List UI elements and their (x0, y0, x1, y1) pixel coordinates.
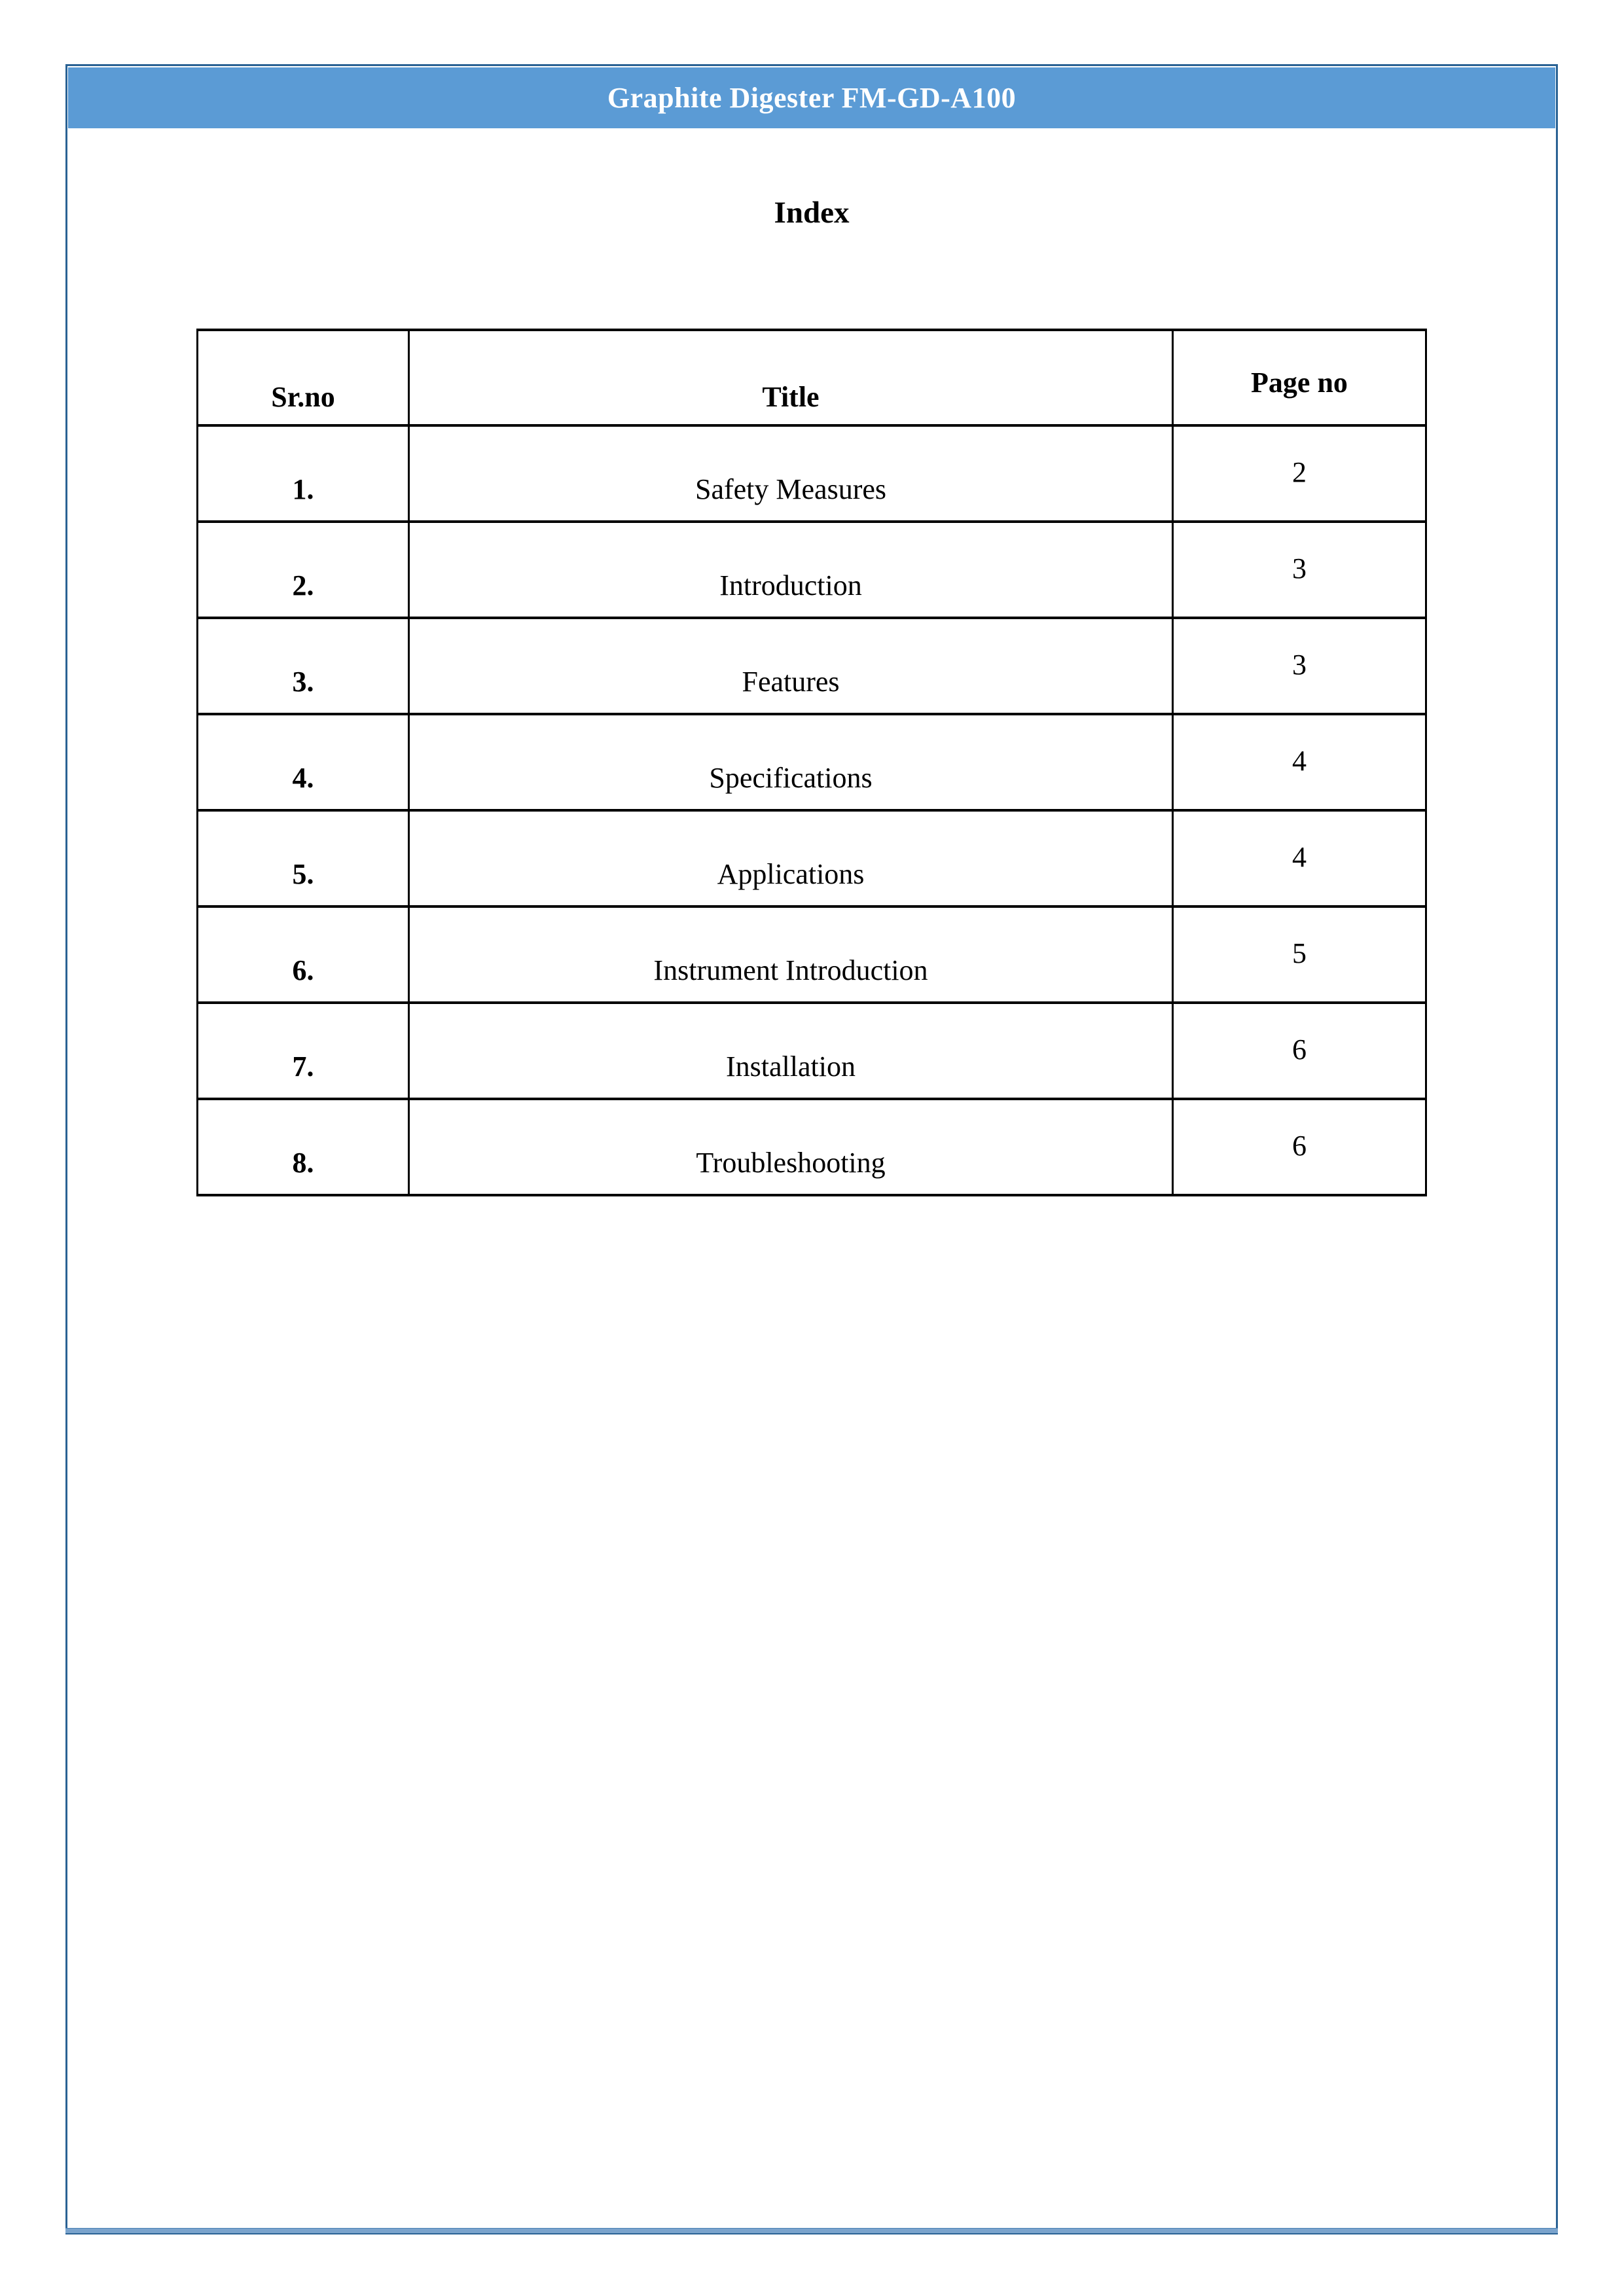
title-cell: Applications (409, 810, 1173, 906)
table-row (198, 810, 1426, 906)
index-table (196, 329, 1427, 1196)
table-row (198, 1003, 1426, 1099)
pageno-cell: 3 (1173, 522, 1426, 618)
table-row (198, 522, 1426, 618)
pageno-cell: 3 (1173, 618, 1426, 714)
table-row (198, 1099, 1426, 1195)
table-row (198, 425, 1426, 522)
srno-cell: 1. (198, 425, 409, 522)
srno-cell: 4. (198, 714, 409, 810)
pageno-cell: 6 (1173, 1003, 1426, 1099)
title-cell: Troubleshooting (409, 1099, 1173, 1195)
document-title: Graphite Digester FM-GD-A100 (607, 82, 1017, 114)
column-header-pageno: Page no (1173, 330, 1426, 425)
srno-cell: 7. (198, 1003, 409, 1099)
pageno-cell: 5 (1173, 906, 1426, 1003)
table-row (198, 906, 1426, 1003)
srno-cell: 2. (198, 522, 409, 618)
pageno-cell: 4 (1173, 714, 1426, 810)
pageno-cell: 6 (1173, 1099, 1426, 1195)
index-heading: Index (774, 196, 850, 230)
srno-cell: 3. (198, 618, 409, 714)
column-header-title: Title (409, 330, 1173, 425)
page-border-frame (65, 64, 1558, 2230)
pageno-cell: 2 (1173, 425, 1426, 522)
table-row (198, 618, 1426, 714)
srno-cell: 5. (198, 810, 409, 906)
table-header-row (198, 330, 1426, 425)
srno-cell: 6. (198, 906, 409, 1003)
title-cell: Introduction (409, 522, 1173, 618)
title-cell: Instrument Introduction (409, 906, 1173, 1003)
srno-cell: 8. (198, 1099, 409, 1195)
table-row (198, 714, 1426, 810)
document-header-bar (68, 67, 1555, 128)
title-cell: Safety Measures (409, 425, 1173, 522)
column-header-srno: Sr.no (198, 330, 409, 425)
pageno-cell: 4 (1173, 810, 1426, 906)
title-cell: Features (409, 618, 1173, 714)
title-cell: Installation (409, 1003, 1173, 1099)
title-cell: Specifications (409, 714, 1173, 810)
